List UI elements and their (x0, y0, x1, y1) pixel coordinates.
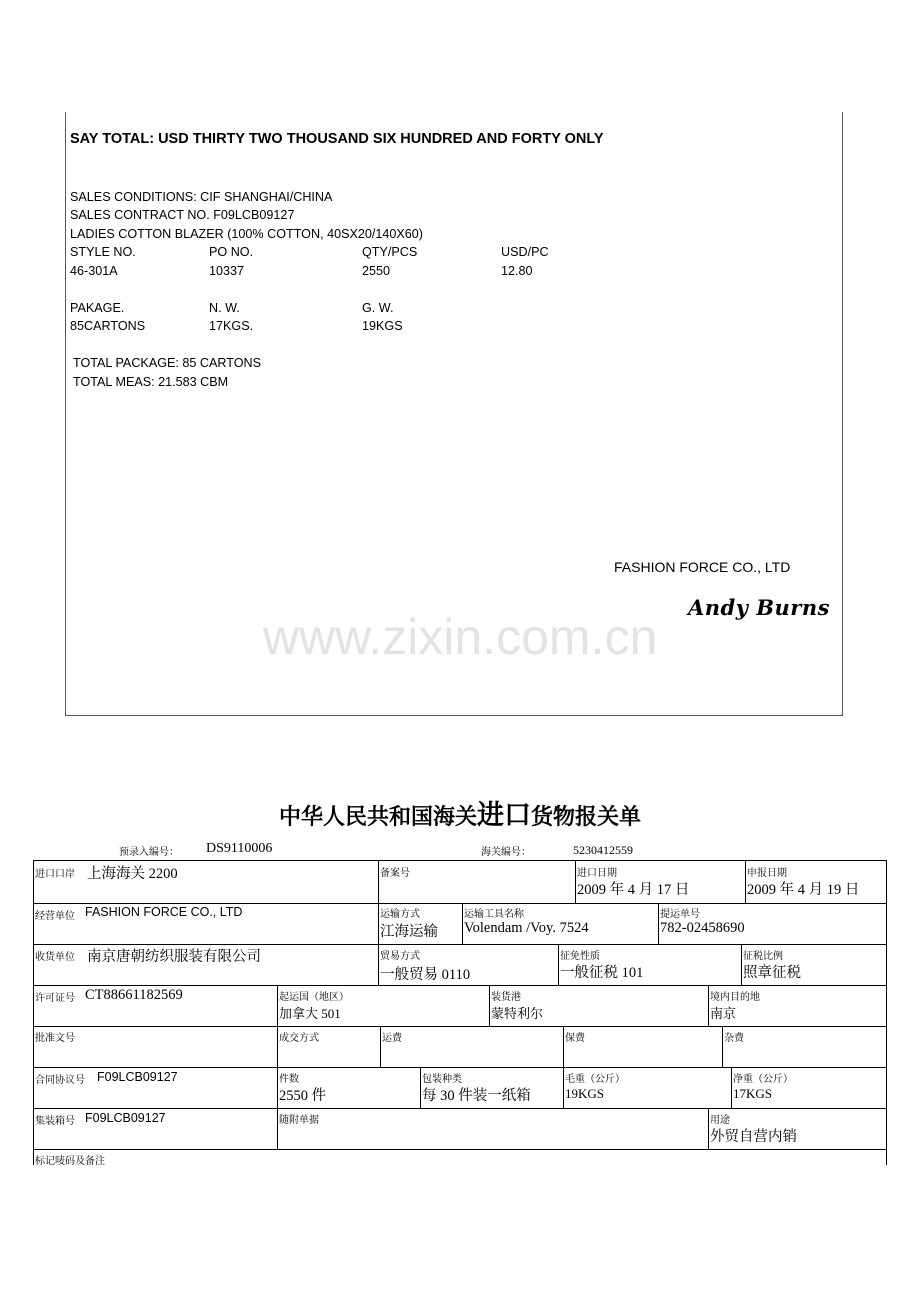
import-date-value: 2009 年 4 月 17 日 (577, 882, 690, 898)
import-date-label: 进口日期 (577, 868, 617, 879)
origin-country-label: 起运国（地区） (279, 992, 349, 1003)
company-name: FASHION FORCE CO., LTD (614, 559, 791, 575)
sales-contract: SALES CONTRACT NO. F09LCB09127 (70, 208, 295, 222)
customs-no-value: 5230412559 (573, 843, 633, 857)
record-no-label: 备案号 (380, 868, 410, 879)
gross-weight-value: 19KGS (362, 319, 403, 333)
header-qty: QTY/PCS (362, 245, 418, 259)
qty-value: 2550 (362, 264, 391, 278)
origin-country-value: 加拿大 501 (279, 1006, 341, 1021)
trade-mode-label: 贸易方式 (380, 951, 420, 962)
license-no-value: CT88661182569 (85, 987, 183, 1003)
form-title-post: 货物报关单 (531, 805, 642, 830)
contract-no-value: F09LCB09127 (97, 1070, 178, 1084)
deal-mode-label: 成交方式 (279, 1033, 319, 1044)
container-no-label: 集装箱号 (35, 1116, 75, 1127)
net-weight-label: 净重（公斤） (733, 1074, 793, 1085)
form-title-pre: 中华人民共和国海关 (278, 805, 477, 830)
loading-port-value: 蒙特利尔 (491, 1006, 544, 1021)
style-no-value: 46-301A (70, 264, 118, 278)
operator-value: FASHION FORCE CO., LTD (85, 905, 243, 919)
levy-ratio-value: 照章征税 (743, 965, 801, 981)
destination-value: 南京 (710, 1006, 737, 1021)
consignee-value: 南京唐朝纺织服装有限公司 (87, 949, 261, 965)
transport-mode-label: 运输方式 (380, 909, 420, 920)
header-gross-weight: G. W. (362, 301, 394, 315)
watermark: www.zixin.com.cn (262, 609, 658, 665)
levy-nature-value: 一般征税 101 (560, 965, 644, 981)
levy-nature-label: 征免性质 (560, 951, 600, 962)
net-weight-form-value: 17KGS (733, 1086, 773, 1101)
import-port-label: 进口口岸 (35, 869, 75, 880)
bl-no-label: 提运单号 (660, 909, 700, 920)
gross-weight-form-value: 19KGS (565, 1086, 605, 1101)
pieces-label: 件数 (279, 1074, 299, 1085)
trade-mode-value: 一般贸易 0110 (380, 967, 471, 983)
preentry-value: DS9110006 (206, 841, 273, 856)
attached-docs-label: 随附单据 (279, 1115, 319, 1126)
goods-description: LADIES COTTON BLAZER (100% COTTON, 40SX20/140X60) (70, 227, 423, 241)
package-value: 85CARTONS (70, 319, 146, 333)
freight-label: 运费 (382, 1033, 402, 1044)
misc-fee-label: 杂费 (724, 1033, 744, 1044)
consignee-label: 收货单位 (35, 952, 75, 963)
contract-no-label: 合同协议号 (35, 1075, 85, 1086)
customs-form-grid (33, 860, 887, 1165)
form-title (0, 793, 920, 832)
unit-price-value: 12.80 (501, 264, 533, 278)
import-port-value: 上海海关 2200 (87, 866, 178, 882)
declare-date-value: 2009 年 4 月 19 日 (747, 882, 860, 898)
header-unit-price: USD/PC (501, 245, 549, 259)
package-type-value: 每 30 件装一纸箱 (422, 1088, 531, 1104)
package-type-label: 包装种类 (422, 1074, 462, 1085)
signature: Andy Burns (688, 595, 830, 620)
insurance-label: 保费 (565, 1033, 585, 1044)
bl-no-value: 782-02458690 (660, 920, 745, 936)
transport-mode-value: 江海运输 (380, 924, 438, 940)
levy-ratio-label: 征税比例 (743, 951, 783, 962)
total-package: TOTAL PACKAGE: 85 CARTONS (73, 356, 262, 370)
sales-conditions: SALES CONDITIONS: CIF SHANGHAI/CHINA (70, 190, 333, 204)
say-total: SAY TOTAL: USD THIRTY TWO THOUSAND SIX HUNDRED AND FORTY ONLY (70, 131, 604, 147)
loading-port-label: 装货港 (491, 992, 521, 1003)
form-title-big: 进口 (477, 800, 531, 831)
container-no-value: F09LCB09127 (85, 1111, 166, 1125)
vessel-value: Volendam /Voy. 7524 (464, 920, 589, 936)
license-no-label: 许可证号 (35, 993, 75, 1004)
header-net-weight: N. W. (209, 301, 240, 315)
net-weight-value: 17KGS. (209, 319, 254, 333)
pieces-value: 2550 件 (279, 1088, 327, 1104)
po-no-value: 10337 (209, 264, 245, 278)
customs-no-label: 海关编号： (481, 847, 531, 858)
destination-label: 境内目的地 (710, 992, 760, 1003)
gross-weight-label: 毛重（公斤） (565, 1074, 625, 1085)
declare-date-label: 申报日期 (747, 868, 787, 879)
usage-label: 用途 (710, 1115, 730, 1126)
header-po-no: PO NO. (209, 245, 254, 259)
marks-remarks-label: 标记唛码及备注 (35, 1156, 105, 1167)
header-style-no: STYLE NO. (70, 245, 136, 259)
header-package: PAKAGE. (70, 301, 125, 315)
total-meas: TOTAL MEAS: 21.583 CBM (73, 375, 229, 389)
vessel-label: 运输工具名称 (464, 909, 524, 920)
usage-value: 外贸自营内销 (710, 1129, 797, 1145)
approval-no-label: 批准文号 (35, 1033, 75, 1044)
operator-label: 经营单位 (35, 911, 75, 922)
preentry-label: 预录入编号： (119, 847, 179, 858)
